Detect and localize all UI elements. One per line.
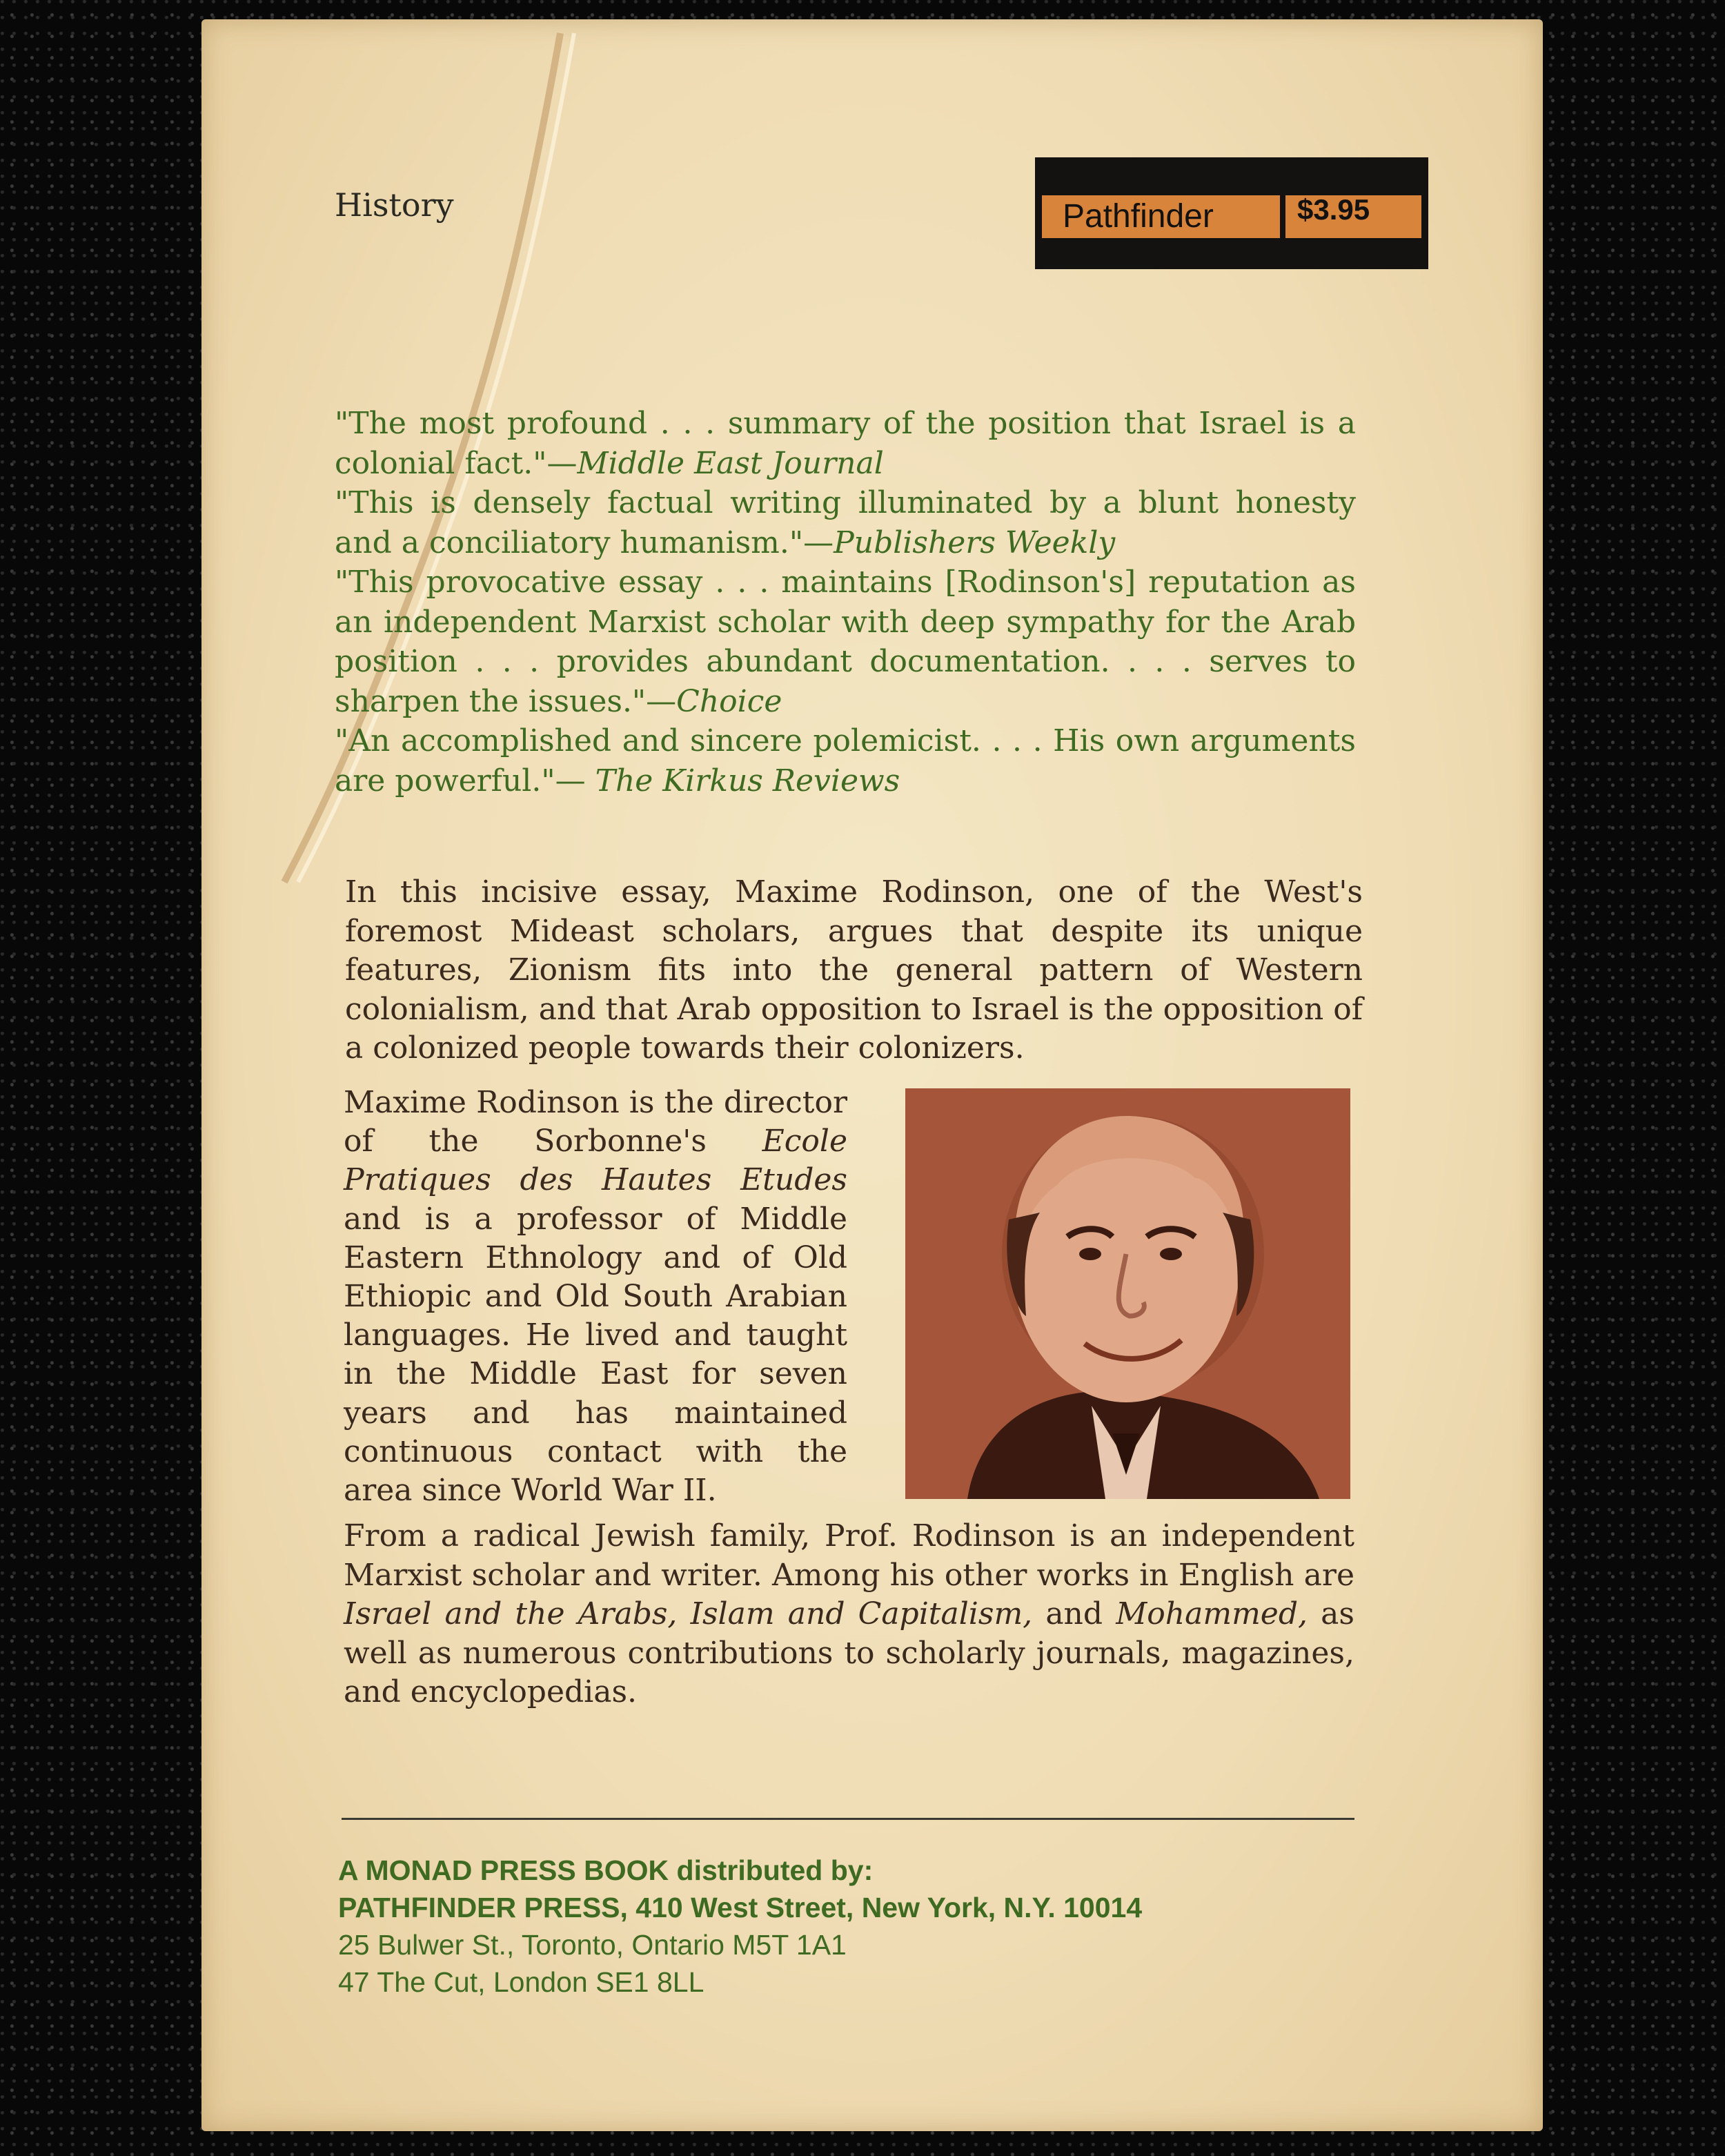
quote-text: "The most profound . . . summary of the position that Israel is a colonial fact."—	[335, 406, 1356, 481]
distributor-info	[338, 1852, 1373, 2001]
bio-text: Maxime Rodinson is the director of the Sorbonne's	[344, 1085, 847, 1159]
bio-text: as well as numerous contributions to scholarly journals, magazines, and encyclopedias.	[344, 1596, 1354, 1709]
distributor-address-ny: PATHFINDER PRESS, 410 West Street, New York, N.Y. 10014	[338, 1892, 1143, 1923]
praise-quote	[335, 721, 1356, 801]
bio-work-title: Mohammed,	[1116, 1596, 1308, 1631]
sticker-price: $3.95	[1297, 193, 1370, 226]
bio-text: and	[1032, 1596, 1116, 1631]
quote-source: Choice	[676, 683, 782, 719]
praise-quote	[335, 404, 1356, 483]
praise-quote	[335, 483, 1356, 562]
author-portrait-illustration	[905, 1088, 1350, 1499]
book-blurb: In this incisive essay, Maxime Rodinson, one of the West's foremost Mideast scholars, argues that despite its unique features, Zionism fits into the general pattern of Western colonialism, and that Arab opposition to Israel is the opposition of a colonized people towards their colonizers.	[345, 874, 1363, 1066]
distributor-address-toronto: 25 Bulwer St., Toronto, Ontario M5T 1A1	[338, 1929, 847, 1961]
sticker-brand: Pathfinder	[1063, 198, 1214, 235]
praise-quote	[335, 562, 1356, 721]
sticker-divider	[1280, 164, 1285, 262]
author-bio-works	[344, 1517, 1354, 1712]
praise-quotes	[335, 404, 1356, 801]
book-back-cover	[201, 19, 1543, 2131]
bio-work-title: Israel and the Arabs, Islam and Capitalism,	[344, 1596, 1033, 1631]
price-sticker	[1035, 157, 1428, 269]
bio-text: and is a professor of Middle Eastern Ethnology and of Old Ethiopic and Old South Arabian languages. He lived and taught in the Middle East for seven years and has maintained continuous contact with the area since World War II.	[344, 1201, 847, 1509]
quote-source: Middle East Journal	[577, 445, 884, 481]
quote-source: Publishers Weekly	[834, 525, 1116, 560]
distributor-address-london: 47 The Cut, London SE1 8LL	[338, 1966, 704, 1998]
author-photo	[905, 1088, 1350, 1499]
bio-institution: Ecole Pratiques des Hautes Etudes	[344, 1124, 847, 1198]
distributor-line: A MONAD PRESS BOOK distributed by:	[338, 1854, 874, 1886]
category-label: History	[335, 186, 454, 224]
quote-text: "This provocative essay . . . maintains [Rodinson's] reputation as an independent Marxist scholar with deep sympathy for the Arab position . . . provides abundant documentation. . . . serves to sharpen the issues."—	[335, 565, 1356, 719]
bio-text: From a radical Jewish family, Prof. Rodinson is an independent Marxist scholar and writer. Among his other works in English are	[344, 1518, 1354, 1593]
quote-source: The Kirkus Reviews	[595, 763, 900, 798]
author-bio-intro	[344, 1084, 847, 1510]
quote-text: "This is densely factual writing illuminated by a blunt honesty and a conciliatory humanism."—	[335, 485, 1356, 560]
quote-text: "An accomplished and sincere polemicist. . . . His own arguments are powerful."—	[335, 723, 1356, 798]
divider-rule	[342, 1818, 1354, 1820]
